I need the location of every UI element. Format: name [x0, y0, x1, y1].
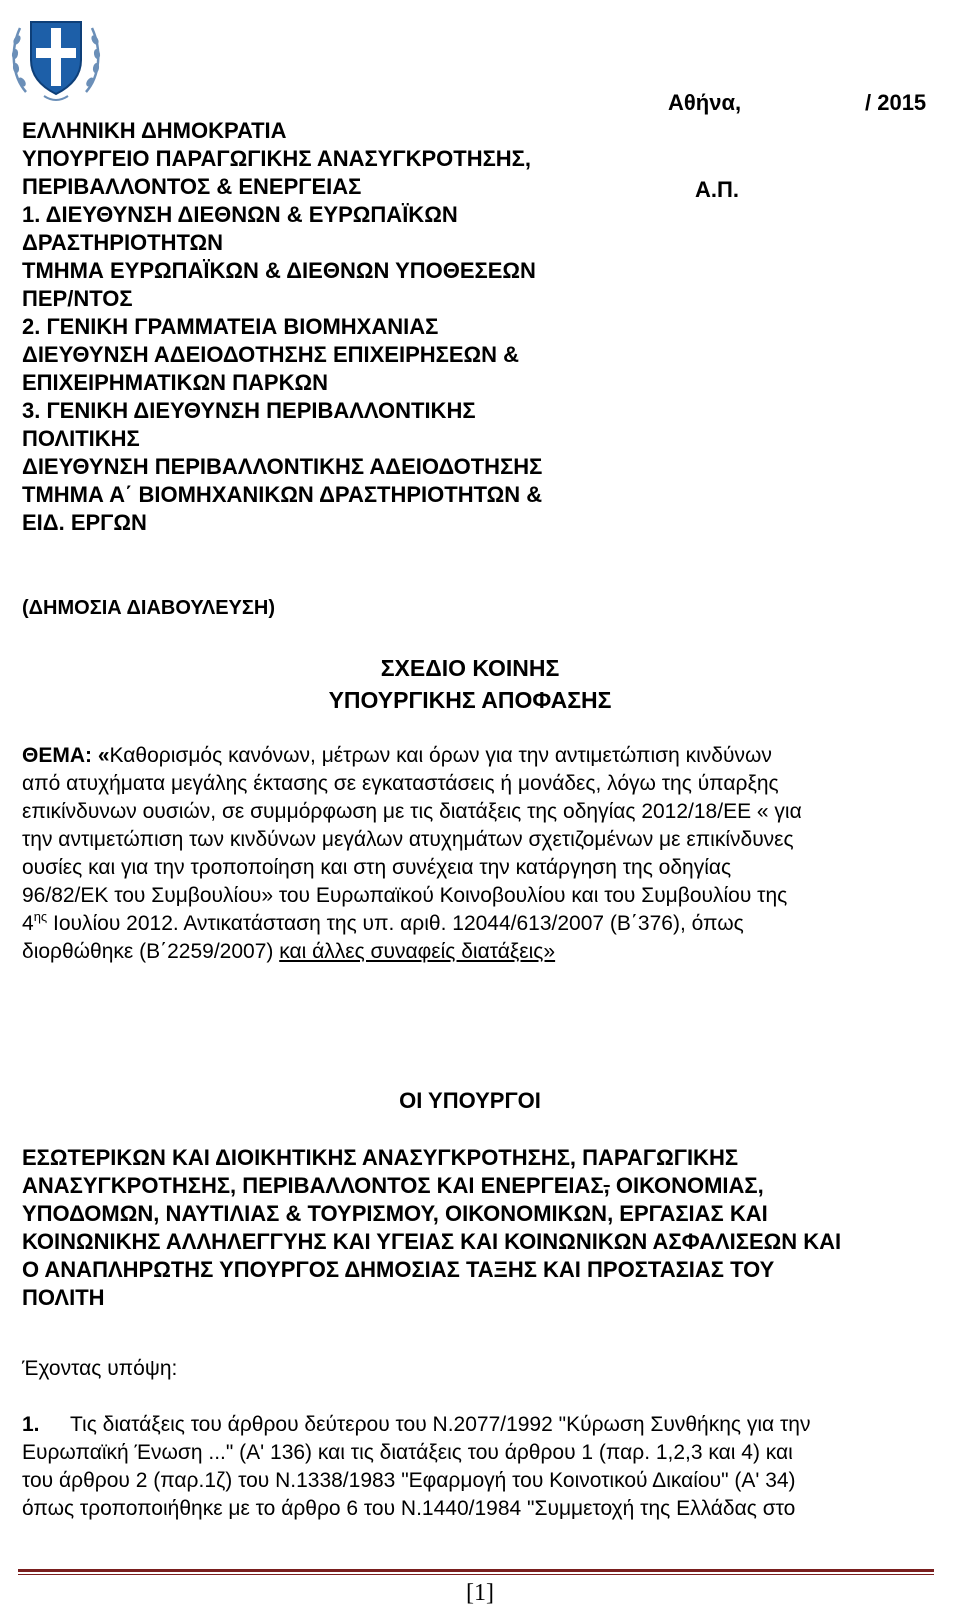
- header-line: ΕΠΙΧΕΙΡΗΜΑΤΙΚΩΝ ΠΑΡΚΩΝ: [22, 370, 329, 395]
- subject-text: Καθορισμός κανόνων, μέτρων και όρων για την αντιμετώπιση κινδύνων: [109, 744, 772, 767]
- header-line: ΠΕΡ/ΝΤΟΣ: [22, 286, 133, 311]
- ministers-line: ΚΟΙΝΩΝΙΚΗΣ ΑΛΛΗΛΕΓΓΥΗΣ ΚΑΙ ΥΓΕΙΑΣ ΚΑΙ ΚΟΙΝΩΝΙΚΩΝ ΑΣΦΑΛΙΣΕΩΝ ΚΑΙ: [22, 1229, 842, 1254]
- item-text: Ευρωπαϊκή Ένωση ..." (Α' 136) και τις διατάξεις του άρθρου 1 (παρ. 1,2,3 και 4) και: [22, 1441, 793, 1464]
- header-line: ΔΡΑΣΤΗΡΙΟΤΗΤΩΝ: [22, 230, 224, 255]
- header-line: ΠΟΛΙΤΙΚΗΣ: [22, 426, 140, 451]
- public-consultation-label: (ΔΗΜΟΣΙΑ ΔΙΑΒΟΥΛΕΥΣΗ): [22, 597, 275, 619]
- ministers-line: ΠΟΛΙΤΗ: [22, 1285, 105, 1310]
- considering-item: [22, 1411, 932, 1523]
- ministers-line: ΥΠΟΔΟΜΩΝ, ΝΑΥΤΙΛΙΑΣ & ΤΟΥΡΙΣΜΟΥ, ΟΙΚΟΝΟΜΙΚΩΝ, ΕΡΓΑΣΙΑΣ ΚΑΙ: [22, 1201, 768, 1226]
- struck-comma: ,: [603, 1173, 610, 1198]
- issuing-authority: [22, 117, 622, 537]
- ministers-heading: ΟΙ ΥΠΟΥΡΓΟΙ: [399, 1088, 541, 1113]
- subject-underlined-text: και άλλες συναφείς διατάξεις»: [279, 940, 556, 963]
- document-title-line: ΥΠΟΥΡΓΙΚΗΣ ΑΠΟΦΑΣΗΣ: [328, 687, 612, 713]
- header-line: ΔΙΕΥΘΥΝΣΗ ΠΕΡΙΒΑΛΛΟΝΤΙΚΗΣ ΑΔΕΙΟΔΟΤΗΣΗΣ: [22, 454, 543, 479]
- header-line: ΤΜΗΜΑ Α΄ ΒΙΟΜΗΧΑΝΙΚΩΝ ΔΡΑΣΤΗΡΙΟΤΗΤΩΝ &: [22, 482, 543, 507]
- subject-text: επικίνδυνων ουσιών, σε συμμόρφωση με τις διατάξεις της οδηγίας 2012/18/ΕΕ « για: [22, 800, 802, 823]
- header-line: ΕΛΛΗΝΙΚΗ ΔΗΜΟΚΡΑΤΙΑ: [22, 118, 287, 143]
- subject-text: από ατυχήματα μεγάλης έκτασης σε εγκαταστάσεις ή μονάδες, λόγω της ύπαρξης: [22, 772, 779, 795]
- header-line: ΕΙΔ. ΕΡΓΩΝ: [22, 510, 147, 535]
- header-line: ΥΠΟΥΡΓΕΙΟ ΠΑΡΑΓΩΓΙΚΗΣ ΑΝΑΣΥΓΚΡΟΤΗΣΗΣ,: [22, 146, 531, 171]
- ministers-line: Ο ΑΝΑΠΛΗΡΩΤΗΣ ΥΠΟΥΡΓΟΣ ΔΗΜΟΣΙΑΣ ΤΑΞΗΣ ΚΑΙ ΠΡΟΣΤΑΣΙΑΣ ΤΟΥ: [22, 1257, 775, 1282]
- greek-coat-of-arms-icon: [4, 4, 108, 108]
- item-text: όπως τροποποιήθηκε με το άρθρο 6 του Ν.1440/1984 "Συμμετοχή της Ελλάδας στο: [22, 1497, 796, 1520]
- subject-text: Ιουλίου 2012. Αντικατάσταση της υπ. αριθ. 12044/613/2007 (Β΄376), όπως: [47, 912, 744, 935]
- ministers-list: [22, 1144, 932, 1312]
- subject-lead: ΘΕΜΑ: «: [22, 744, 110, 767]
- subject-day: 4: [22, 912, 34, 935]
- page-number: [1]: [466, 1580, 494, 1606]
- document-title: [0, 652, 940, 716]
- date-year: / 2015: [865, 90, 927, 115]
- header-line: 2. ΓΕΝΙΚΗ ΓΡΑΜΜΑΤΕΙΑ ΒΙΟΜΗΧΑΝΙΑΣ: [22, 314, 439, 339]
- subject-paragraph: [22, 742, 922, 966]
- item-text: του άρθρου 2 (παρ.1ζ) του Ν.1338/1983 "Εφαρμογή του Κοινοτικού Δικαίου" (Α' 34): [22, 1469, 796, 1492]
- subject-text: την αντιμετώπιση των κινδύνων μεγάλων ατυχημάτων σχετιζομένων με επικίνδυνες: [22, 828, 794, 851]
- subject-text: διορθώθηκε (Β΄2259/2007): [22, 940, 280, 963]
- date-line: [668, 90, 927, 116]
- header-line: ΠΕΡΙΒΑΛΛΟΝΤΟΣ & ΕΝΕΡΓΕΙΑΣ: [22, 174, 362, 199]
- header-line: ΔΙΕΥΘΥΝΣΗ ΑΔΕΙΟΔΟΤΗΣΗΣ ΕΠΙΧΕΙΡΗΣΕΩΝ &: [22, 342, 520, 367]
- ministers-line: ΕΣΩΤΕΡΙΚΩΝ ΚΑΙ ΔΙΟΙΚΗΤΙΚΗΣ ΑΝΑΣΥΓΚΡΟΤΗΣΗΣ, ΠΑΡΑΓΩΓΙΚΗΣ: [22, 1145, 739, 1170]
- header-line: ΤΜΗΜΑ ΕΥΡΩΠΑΪΚΩΝ & ΔΙΕΘΝΩΝ ΥΠΟΘΕΣΕΩΝ: [22, 258, 536, 283]
- subject-text: ουσίες και για την τροποποίηση και στη συνέχεια την κατάργηση της οδηγίας: [22, 856, 732, 879]
- document-title-line: ΣΧΕΔΙΟ ΚΟΙΝΗΣ: [380, 655, 560, 681]
- item-number: 1.: [22, 1413, 40, 1436]
- ministers-line: ΟΙΚΟΝΟΜΙΑΣ,: [609, 1173, 764, 1198]
- header-line: 3. ΓΕΝΙΚΗ ΔΙΕΥΘΥΝΣΗ ΠΕΡΙΒΑΛΛΟΝΤΙΚΗΣ: [22, 398, 476, 423]
- subject-ordinal-suffix: ης: [33, 909, 48, 924]
- considering-label: Έχοντας υπόψη:: [22, 1357, 178, 1380]
- footer-divider: [18, 1569, 934, 1575]
- header-line: 1. ΔΙΕΥΘΥΝΣΗ ΔΙΕΘΝΩΝ & ΕΥΡΩΠΑΪΚΩΝ: [22, 202, 458, 227]
- protocol-number-label: Α.Π.: [695, 177, 739, 202]
- subject-text: 96/82/ΕΚ του Συμβουλίου» του Ευρωπαϊκού Κοινοβουλίου και του Συμβουλίου της: [22, 884, 788, 907]
- item-text: Τις διατάξεις του άρθρου δεύτερου του Ν.2077/1992 "Κύρωση Συνθήκης για την: [70, 1413, 811, 1436]
- ministers-line: ΑΝΑΣΥΓΚΡΟΤΗΣΗΣ, ΠΕΡΙΒΑΛΛΟΝΤΟΣ ΚΑΙ ΕΝΕΡΓΕΙΑΣ: [22, 1173, 604, 1198]
- date-place: Αθήνα,: [668, 90, 742, 115]
